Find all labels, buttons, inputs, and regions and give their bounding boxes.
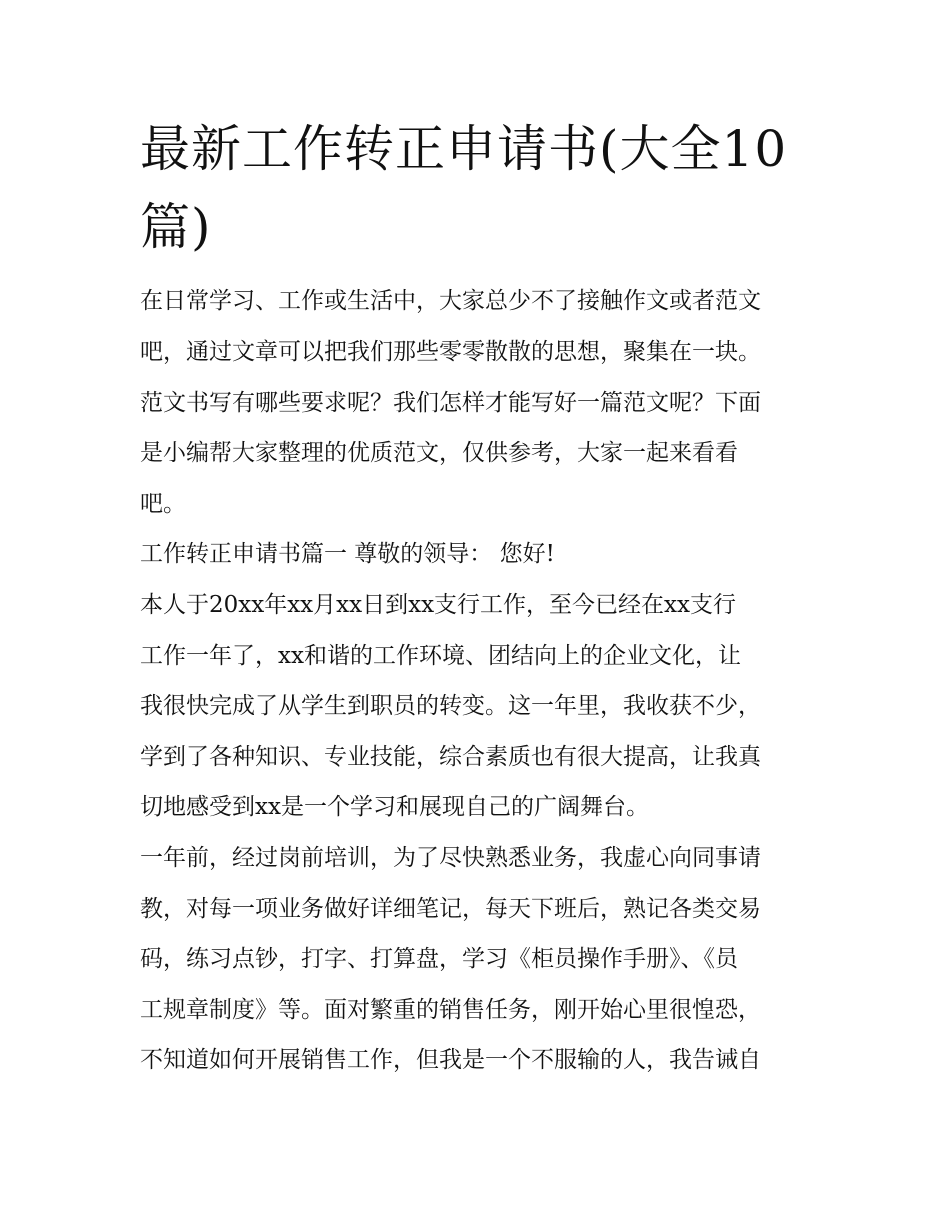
- paragraph-line: 工规章制度》等。面对繁重的销售任务，刚开始心里很惶恐，: [140, 997, 761, 1023]
- paragraph-line: 不知道如何开展销售工作，但我是一个不服输的人，我告诫自: [140, 1047, 761, 1073]
- paragraph-line: 本人于20xx年xx月xx日到xx支行工作，至今已经在xx支行: [140, 592, 736, 618]
- paragraph-line: 吧，通过文章可以把我们那些零零散散的思想，聚集在一块。: [140, 339, 761, 365]
- paragraph-line: 范文书写有哪些要求呢？我们怎样才能写好一篇范文呢？下面: [140, 390, 761, 416]
- paragraph-line: 在日常学习、工作或生活中，大家总少不了接触作文或者范文: [140, 288, 761, 314]
- paragraph-line: 教，对每一项业务做好详细笔记，每天下班后，熟记各类交易: [140, 896, 761, 922]
- document-title: 最新工作转正申请书(大全10篇): [140, 120, 788, 256]
- paragraph-line: 学到了各种知识、专业技能，综合素质也有很大提高，让我真: [140, 744, 761, 770]
- paragraph-line: 是小编帮大家整理的优质范文，仅供参考，大家一起来看看: [140, 440, 738, 466]
- paragraph-line: 我很快完成了从学生到职员的转变。这一年里，我收获不少，: [140, 693, 761, 719]
- paragraph-line: 工作一年了，xx和谐的工作环境、团结向上的企业文化，让: [140, 643, 741, 669]
- paragraph-line: 工作转正申请书篇一 尊敬的领导： 您好!: [140, 541, 555, 567]
- paragraph-line: 码，练习点钞，打字、打算盘，学习《柜员操作手册》、《员: [140, 946, 738, 972]
- paragraph-line: 一年前，经过岗前培训，为了尽快熟悉业务，我虚心向同事请: [140, 845, 761, 871]
- paragraph-line: 切地感受到xx是一个学习和展现自己的广阔舞台。: [140, 794, 649, 820]
- paragraph-line: 吧。: [140, 491, 186, 517]
